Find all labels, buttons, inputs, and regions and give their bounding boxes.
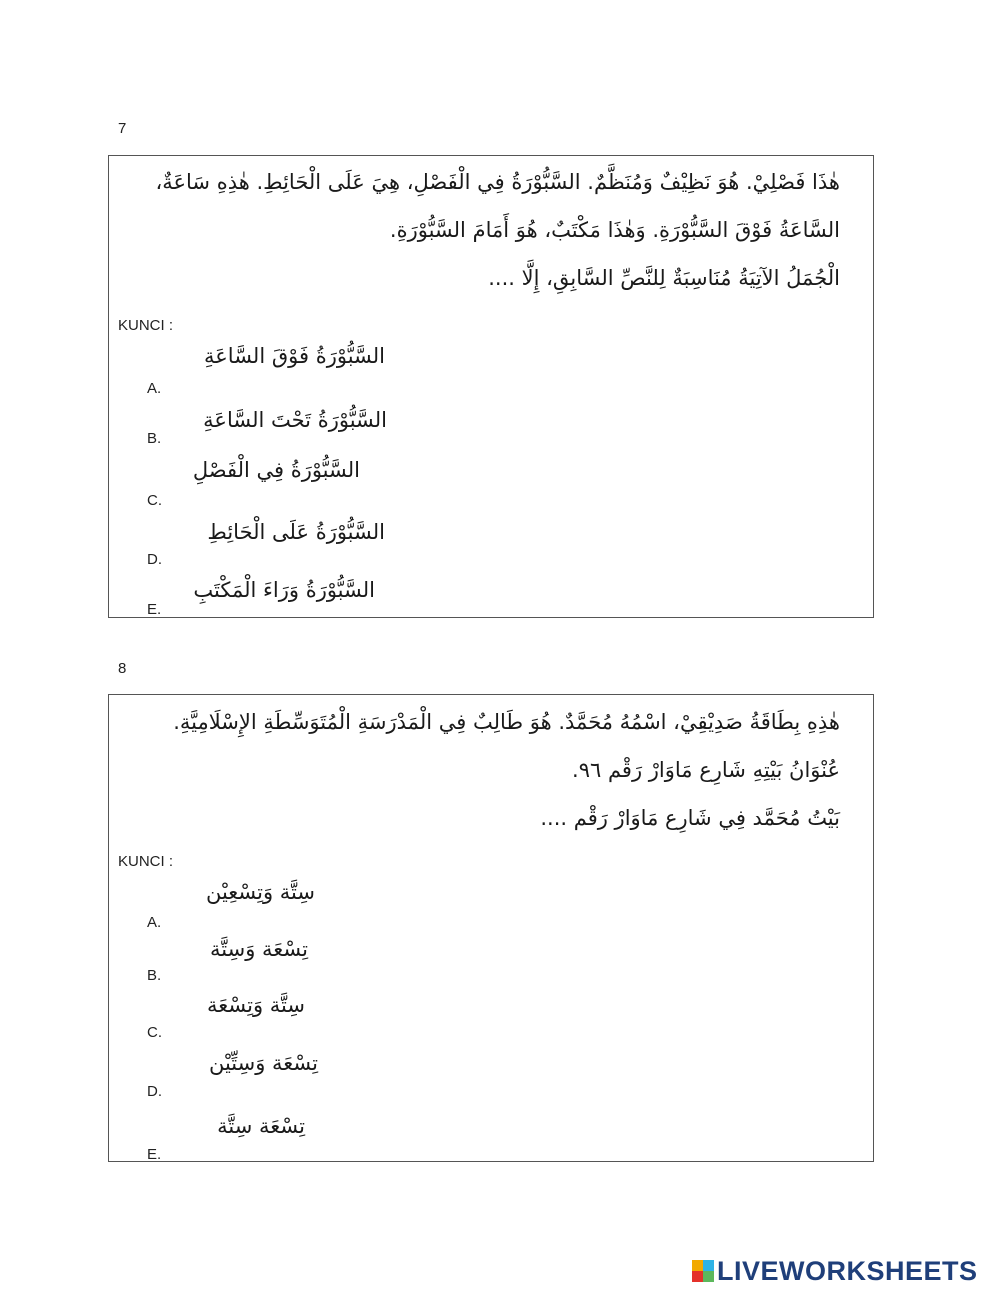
question-7-option-e-text[interactable]: السَّبُّوْرَةُ وَرَاءَ الْمَكْتَبِ (193, 578, 375, 602)
question-8-option-b-letter: B. (147, 967, 162, 984)
question-7-passage-line-3: الْجُمَلُ الآتِيَةُ مُنَاسِبَةٌ لِلنَّصِّ السَّابِقِ، إِلَّا .... (488, 266, 840, 290)
question-7-option-d-text[interactable]: السَّبُّوْرَةُ عَلَى الْحَائِطِ (207, 520, 385, 544)
question-7-passage-line-2: السَّاعَةُ فَوْقَ السَّبُّوْرَةِ. وَهٰذَا مَكْتَبٌ، هُوَ أَمَامَ السَّبُّوْرَةِ. (389, 218, 840, 242)
question-7-option-d-letter: D. (147, 551, 162, 568)
question-7-passage-line-1: هٰذَا فَصْلِيْ. هُوَ نَظِيْفٌ وَمُنَظَّمٌ. السَّبُّوْرَةُ فِي الْفَصْلِ، هِيَ عَلَى الْحَائِطِ. هٰذِهِ سَاعَةٌ، (155, 170, 840, 194)
question-7-option-e-letter: E. (147, 601, 162, 616)
question-8-option-c-text[interactable]: سِتَّة وَتِسْعَة (207, 993, 305, 1017)
question-8-option-a-letter: A. (147, 914, 162, 931)
question-8-option-e-letter: E. (147, 1146, 162, 1161)
question-7-option-c-letter: C. (147, 492, 162, 509)
question-8-number: 8 (118, 660, 127, 677)
question-7-option-b-text[interactable]: السَّبُّوْرَةُ تَحْتَ السَّاعَةِ (203, 408, 387, 432)
question-7-number: 7 (118, 120, 127, 137)
question-8-passage-line-2: عُنْوَانُ بَيْتِهِ شَارِع مَاوَارْ رَقْم ٩٦. (572, 758, 840, 782)
question-7-option-a-text[interactable]: السَّبُّوْرَةُ فَوْقَ السَّاعَةِ (204, 344, 385, 368)
liveworksheets-logo (692, 1256, 978, 1286)
question-7-option-a-letter: A. (147, 380, 162, 397)
liveworksheets-logo-icon (692, 1260, 714, 1282)
question-8-option-d-letter: D. (147, 1083, 162, 1100)
question-8-option-d-text[interactable]: تِسْعَة وَسِتِّيْن (208, 1051, 318, 1075)
logo-text: LIVEWORKSHEETS (717, 1255, 978, 1286)
question-8-option-a-text[interactable]: سِتَّة وَتِسْعِيْن (205, 880, 315, 904)
question-7-option-b-letter: B. (147, 430, 162, 447)
question-8-kunci-label: KUNCI : (118, 853, 174, 870)
question-8-option-e-text[interactable]: تِسْعَة سِتَّة (217, 1114, 305, 1138)
question-8-option-b-text[interactable]: تِسْعَة وَسِتَّة (210, 937, 308, 961)
question-8-option-c-letter: C. (147, 1024, 162, 1041)
question-8-passage-line-1: هٰذِهِ بِطَاقَةُ صَدِيْقِيْ، اسْمُهُ مُحَمَّدٌ. هُوَ طَالِبٌ فِي الْمَدْرَسَةِ الْمُتَوَسِّطَةِ الإِسْلَامِيَّةِ. (173, 710, 840, 734)
question-8-passage-line-3: بَيْتُ مُحَمَّد فِي شَارِع مَاوَارْ رَقْم .... (540, 806, 840, 830)
question-7-kunci-label: KUNCI : (118, 317, 174, 334)
question-7-option-c-text[interactable]: السَّبُّوْرَةُ فِي الْفَصْلِ (192, 458, 360, 482)
